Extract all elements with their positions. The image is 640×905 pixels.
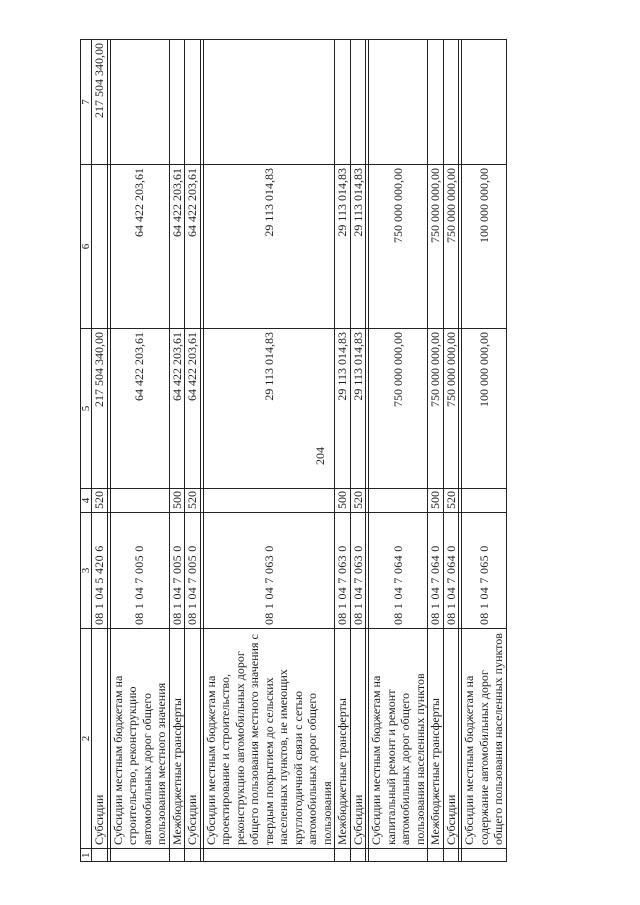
rotated-page-content [80,0,520,862]
page-number: 204 [313,447,327,465]
amount-cell [443,40,459,165]
row-number-cell [203,849,335,862]
expense-type-code-cell [462,489,507,513]
table-row [92,40,108,862]
column-header: 4 [81,489,92,513]
row-name-cell: Субсидии [185,629,201,849]
row-number-cell [110,849,169,862]
amount-cell: 217 504 340,00 [92,40,108,165]
row-name-cell: Межбюджетные трансферты [169,629,185,849]
column-header: 7 [81,40,92,165]
amount-cell: 29 113 014,83 [335,165,351,329]
amount-cell [169,40,185,165]
column-header: 3 [81,513,92,629]
classification-code-cell: 08 1 04 7 064 0 [369,513,428,629]
row-name-cell: Субсидии местным бюджетам на строительство, реконструкцию автомобильных дорог общего пользования местного значения [110,629,169,849]
classification-code-cell: 08 1 04 7 005 0 [169,513,185,629]
row-number-cell [92,849,108,862]
row-number-cell [428,849,444,862]
amount-cell: 29 113 014,83 [203,329,335,489]
row-number-cell [169,849,185,862]
classification-code-cell: 08 1 04 7 063 0 [350,513,366,629]
expense-type-code-cell: 520 [92,489,108,513]
table-row [350,40,366,862]
row-name-cell: Межбюджетные трансферты [428,629,444,849]
amount-cell [350,40,366,165]
amount-cell [428,40,444,165]
amount-cell: 64 422 203,61 [169,165,185,329]
expense-type-code-cell [203,489,335,513]
amount-cell: 64 422 203,61 [110,329,169,489]
table-row [203,40,335,862]
column-header: 1 [81,849,92,862]
table-row [428,40,444,862]
table-row [335,40,351,862]
table-row [369,40,428,862]
classification-code-cell: 08 1 04 7 064 0 [428,513,444,629]
column-number-row [81,40,92,862]
classification-code-cell: 08 1 04 5 420 6 [92,513,108,629]
amount-cell: 29 113 014,83 [335,329,351,489]
amount-cell: 64 422 203,61 [185,329,201,489]
amount-cell: 750 000 000,00 [443,329,459,489]
amount-cell: 29 113 014,83 [350,165,366,329]
row-number-cell [462,849,507,862]
amount-cell: 29 113 014,83 [350,329,366,489]
row-number-cell [443,849,459,862]
row-name-cell: Субсидии местным бюджетам на капитальный ремонт и ремонт автомобильных дорог общего пользования населенных пунктов [369,629,428,849]
row-name-cell: Субсидии [350,629,366,849]
classification-code-cell: 08 1 04 7 065 0 [462,513,507,629]
table-row [185,40,201,862]
table-row [443,40,459,862]
column-header: 5 [81,329,92,489]
expense-type-code-cell: 500 [169,489,185,513]
amount-cell: 64 422 203,61 [110,165,169,329]
row-name-cell: Межбюджетные трансферты [335,629,351,849]
expense-type-code-cell: 520 [443,489,459,513]
amount-cell: 29 113 014,83 [203,165,335,329]
amount-cell: 750 000 000,00 [428,329,444,489]
amount-cell: 750 000 000,00 [443,165,459,329]
row-number-cell [369,849,428,862]
amount-cell: 217 504 340,00 [92,329,108,489]
classification-code-cell: 08 1 04 7 005 0 [110,513,169,629]
row-name-cell: Субсидии [92,629,108,849]
expense-type-code-cell: 520 [185,489,201,513]
classification-code-cell: 08 1 04 7 063 0 [203,513,335,629]
amount-cell: 64 422 203,61 [185,165,201,329]
classification-code-cell: 08 1 04 7 005 0 [185,513,201,629]
amount-cell [185,40,201,165]
row-name-cell: Субсидии [443,629,459,849]
amount-cell [203,40,335,165]
amount-cell [92,165,108,329]
row-number-cell [335,849,351,862]
budget-table [80,39,507,862]
amount-cell: 100 000 000,00 [462,329,507,489]
expense-type-code-cell: 500 [428,489,444,513]
expense-type-code-cell [369,489,428,513]
amount-cell: 100 000 000,00 [462,165,507,329]
amount-cell [462,40,507,165]
amount-cell [110,40,169,165]
amount-cell: 750 000 000,00 [369,165,428,329]
column-header: 6 [81,165,92,329]
amount-cell [369,40,428,165]
amount-cell [335,40,351,165]
row-number-cell [350,849,366,862]
row-number-cell [185,849,201,862]
table-row [110,40,169,862]
amount-cell: 64 422 203,61 [169,329,185,489]
row-name-cell: Субсидии местным бюджетам на содержание автомобильных дорог общего пользования населенных пунктов [462,629,507,849]
expense-type-code-cell: 520 [350,489,366,513]
table-row [169,40,185,862]
amount-cell: 750 000 000,00 [428,165,444,329]
expense-type-code-cell [110,489,169,513]
amount-cell: 750 000 000,00 [369,329,428,489]
row-name-cell: Субсидии местным бюджетам на проектирование и строительство, реконструкцию автомобильных дорог общего пользования местного значения с твердым покрытием до сельских населенных пунктов, не имеющих круглогодичной связи с сетью автомобильных дорог общего пользования [203,629,335,849]
classification-code-cell: 08 1 04 7 063 0 [335,513,351,629]
table-row [462,40,507,862]
expense-type-code-cell: 500 [335,489,351,513]
column-header: 2 [81,629,92,849]
classification-code-cell: 08 1 04 7 064 0 [443,513,459,629]
